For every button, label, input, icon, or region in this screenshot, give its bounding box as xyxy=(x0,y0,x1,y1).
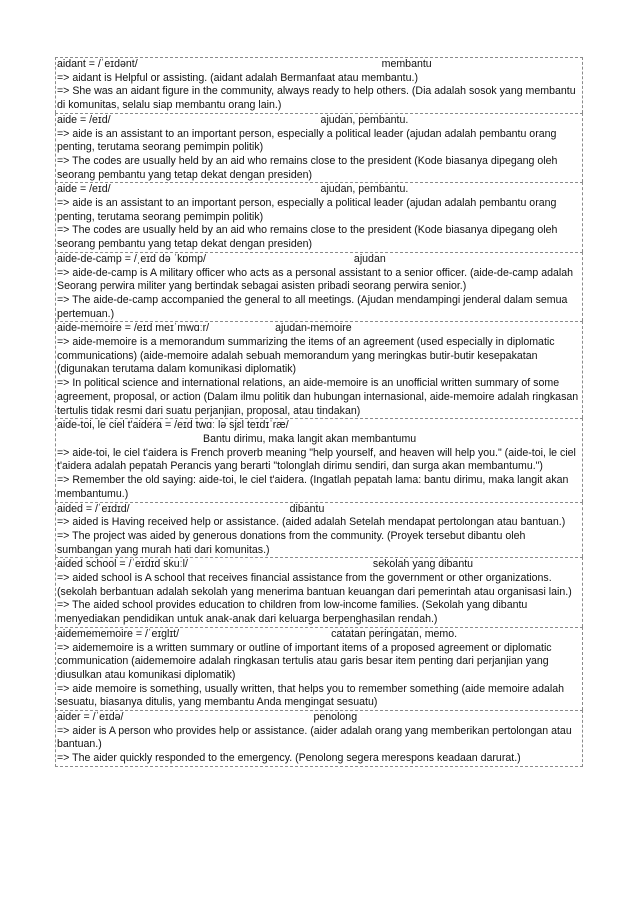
entry-term: aidant = /ˈeɪdənt/ xyxy=(57,58,138,70)
dictionary-entry xyxy=(55,418,583,501)
entry-meaning: Bantu dirimu, maka langit akan membantumu xyxy=(203,432,417,445)
entry-line: => aide memoire is something, usually written, that helps you to remember something (aide memoire adalah sesuatu, biasanya ditulis, yang membantu Anda mengingat sesuatu) xyxy=(57,682,564,709)
entry-term: aidemememoire = /ˈeɪglɪt/ xyxy=(57,627,180,640)
dictionary-entry xyxy=(55,710,583,767)
entry-line: => The codes are usually held by an aid who remains close to the president (Kode biasanya dipegang oleh seorang pembantu yang tetap dekat dengan presiden) xyxy=(57,154,558,181)
dictionary-entry xyxy=(55,627,583,710)
entry-term: aide-toi, le ciel t'aidera = /eɪd twɑː lə sjɛl teɪdɪˈræ/ xyxy=(57,419,289,432)
entry-body xyxy=(57,725,581,766)
entry-line: => aider is A person who provides help or assistance. (aider adalah orang yang memberikan pertolongan atau bantuan.) xyxy=(57,724,572,751)
entry-meaning: dibantu xyxy=(289,502,325,515)
entry-body xyxy=(57,267,581,322)
entry-line: => The codes are usually held by an aid who remains close to the president (Kode biasanya dipegang oleh seorang pembantu yang tetap dekat dengan presiden) xyxy=(57,224,558,251)
entry-line: => In political science and international relations, an aide-memoire is an unofficial written summary of some agreement, proposal, or action (Dalam ilmu politik dan hubungan internasional, aide-memoire adalah ringkasan tertulis tidak resmi dari suatu perjanjian, proposal, atau tindakan) xyxy=(57,377,579,417)
entry-header xyxy=(57,711,581,725)
dictionary-entry xyxy=(55,57,583,113)
entry-line: => Remember the old saying: aide-toi, le ciel t'aidera. (Ingatlah pepatah lama: bantu dirimu, maka langit akan membantumu.) xyxy=(57,474,569,500)
entry-line: => aide is an assistant to an important person, especially a political leader (ajudan adalah pembantu orang penting, terutama seorang pemimpin politik) xyxy=(57,197,557,223)
entry-line: => aidememoire is a written summary or outline of important items of a proposed agreement or diplomatic communication (aidememoire adalah ringkasan tertulis atau garis besar item penting dari perjanjian yang diusulkan atau komunikasi diplomatik) xyxy=(57,641,552,681)
entry-body xyxy=(57,642,581,711)
entry-meaning: ajudan-memoire xyxy=(275,322,352,335)
entry-line: => aided is Having received help or assistance. (aided adalah Setelah mendapat pertolongan atau bantuan.) xyxy=(57,516,566,529)
entry-meaning: ajudan xyxy=(353,252,386,265)
entry-term: aide-de-camp = /ˌeɪd də ˈkɒmp/ xyxy=(57,252,206,265)
entry-line: => aide-toi, le ciel t'aidera is French proverb meaning "help yourself, and heaven will help you." (aide-toi, le ciel t'aidera adalah pepatah Perancis yang berarti "tolonglah dirimu sendiri, dan surga akan membantumu.") xyxy=(57,446,576,473)
entry-header xyxy=(57,58,581,72)
dictionary-entry xyxy=(55,182,583,252)
dictionary-entry xyxy=(55,502,583,558)
entry-meaning: ajudan, pembantu. xyxy=(320,183,409,196)
entry-body xyxy=(57,197,581,252)
entry-line: => aide is an assistant to an important person, especially a political leader (ajudan adalah pembantu orang penting, terutama seorang pemimpin politik) xyxy=(57,127,557,154)
entry-header xyxy=(57,114,581,128)
entry-line: => The aider quickly responded to the emergency. (Penolong segera merespons keadaan darurat.) xyxy=(57,752,521,765)
entry-term: aider = /ˈeɪdə/ xyxy=(57,711,124,724)
entry-meaning: ajudan, pembantu. xyxy=(320,113,409,126)
entry-line: => The aide-de-camp accompanied the general to all meetings. (Ajudan mendampingi jenderal dalam semua pertemuan.) xyxy=(57,293,568,320)
entry-line: => aided school is A school that receives financial assistance from the government or other organizations. (sekolah berbantuan adalah sekolah yang menerima bantuan keuangan dari pemerintah atau organisasi lain.) xyxy=(57,572,572,598)
entry-body xyxy=(57,447,581,502)
entry-line: => The project was aided by generous donations from the community. (Proyek tersebut dibantu oleh sumbangan yang murah hati dari komunitas.) xyxy=(57,529,526,556)
entry-body xyxy=(57,72,581,113)
entry-term: aide = /eɪd/ xyxy=(57,183,111,196)
entry-header xyxy=(57,628,581,642)
entry-term: aide-memoire = /eɪd meɪˈmwɑːr/ xyxy=(57,322,210,335)
entry-body xyxy=(57,336,581,418)
dictionary-page xyxy=(55,57,583,767)
dictionary-entry xyxy=(55,321,583,418)
entry-header xyxy=(57,558,581,572)
entry-header xyxy=(57,503,581,517)
entry-body xyxy=(57,516,581,557)
entry-meaning: membantu xyxy=(381,58,432,70)
entry-meaning: penolong xyxy=(313,711,358,724)
entry-term: aide = /eɪd/ xyxy=(57,113,111,126)
entry-meaning: catatan peringatan, memo. xyxy=(331,627,458,640)
entry-body xyxy=(57,572,581,627)
entry-header xyxy=(57,183,581,197)
entry-line: => aidant is Helpful or assisting. (aidant adalah Bermanfaat atau membantu.) xyxy=(57,71,418,84)
entry-header xyxy=(57,253,581,267)
entry-line: => aide-de-camp is A military officer who acts as a personal assistant to a senior officer. (aide-de-camp adalah Seorang perwira militer yang bertindak sebagai asisten pribadi seorang perwira senior.) xyxy=(57,266,574,293)
entry-header xyxy=(57,322,581,336)
entry-line: => She was an aidant figure in the community, always ready to help others. (Dia adalah sosok yang membantu di komunitas, selalu siap membantu orang lain.) xyxy=(57,85,576,112)
entry-line: => aide-memoire is a memorandum summarizing the items of an agreement (used especially in diplomatic communications) (aide-memoire adalah sebuah memorandum yang meringkas butir-butir kesepakatan (digunakan terutama dalam komunikasi diplomatik) xyxy=(57,336,555,376)
entry-body xyxy=(57,128,581,183)
entry-term: aided = /ˈeɪdɪd/ xyxy=(57,502,130,515)
entry-line: => The aided school provides education to children from low-income families. (Sekolah yang dibantu menyediakan pendidikan untuk anak-anak dari keluarga berpenghasilan rendah.) xyxy=(57,599,528,626)
dictionary-entry xyxy=(55,252,583,322)
dictionary-entry xyxy=(55,557,583,627)
dictionary-entry xyxy=(55,113,583,183)
entry-term: aided school = /ˈeɪdɪd skuːl/ xyxy=(57,558,188,571)
entry-header xyxy=(57,419,581,446)
entry-meaning: sekolah yang dibantu xyxy=(372,558,474,571)
